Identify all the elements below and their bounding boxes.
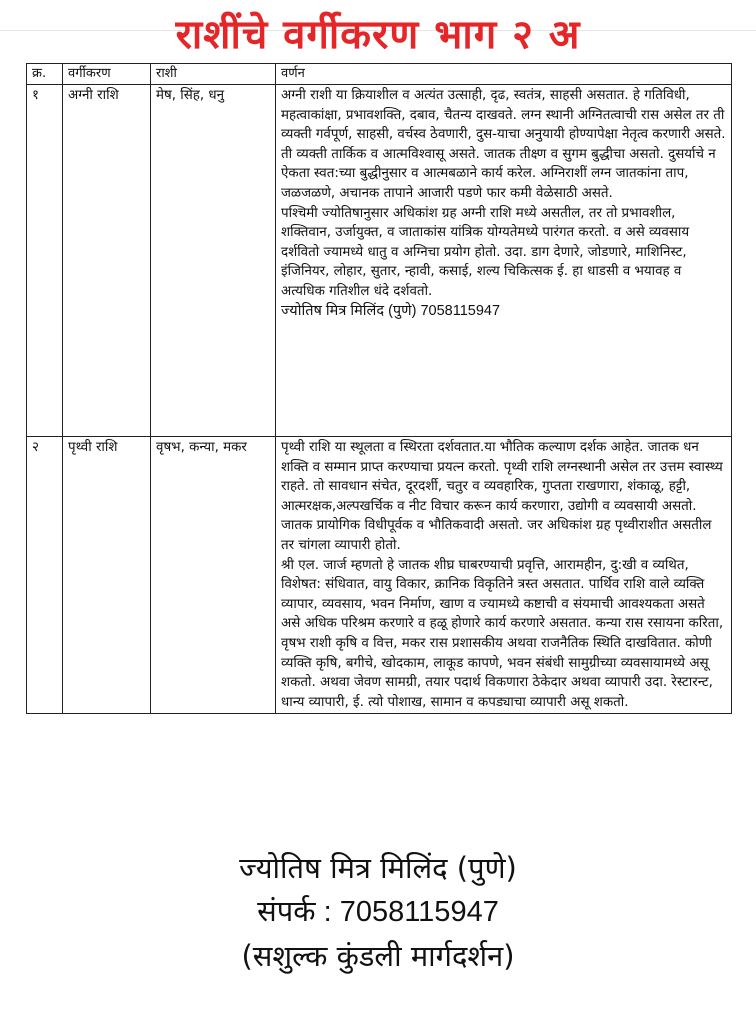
- description-paragraph: पश्चिमी ज्योतिषानुसार अधिकांश ग्रह अग्नी राशि मध्ये असतील, तर तो प्रभावशील, शक्तिवान, उर्जायुक्त, व जाताकांस यांत्रिक योग्यतेमध्ये पारंगत करतो. व असे व्यवसाय दर्शवितो ज्यामध्ये धातु व अग्निचा प्रयोग होतो. उदा. डाग देणारे, जोडणारे, माशिनिस्ट, इंजिनियर, लोहार, सुतार, न्हावी, कसाई, शल्य चिकित्सक ई. हा धाडसी व भयावह व अत्यधिक गतिशील धंदे दर्शवतो.: [281, 205, 690, 299]
- table-header-row: [27, 64, 732, 85]
- header-category: वर्गीकरण: [63, 64, 151, 85]
- description-paragraph: पृथ्वी राशि या स्थूलता व स्थिरता दर्शवतात.या भौतिक कल्याण दर्शक आहेत. जातक धन शक्ति व सम्मान प्राप्त करण्याचा प्रयत्न करतो. पृथ्वी राशि लग्नस्थानी असेल तर उत्तम स्वास्थ्य राहते. तो सावधान संचेत, दूरदर्शी, चतुर व व्यवहारिक, गुप्तता राखणारा, शंकाळू, हट्टी, आत्मरक्षक,अल्पखर्चिक व नीट विचार करून कार्य करणारा, उद्योगी व व्यवसायी असतो. जातक प्रायोगिक विधीपूर्वक व भौतिकवादी असतो. जर अधिकांश ग्रह पृथ्वीराशीत असतील तर चांगला व्यापारी होतो.: [281, 440, 723, 553]
- row-description: [276, 437, 732, 714]
- row-category: अग्नी राशि: [63, 85, 151, 437]
- header-number: क्र.: [27, 64, 63, 85]
- footer-note: (सशुल्क कुंडली मार्गदर्शन): [241, 939, 515, 973]
- footer-name: ज्योतिष मित्र मिलिंद (पुणे): [239, 851, 517, 885]
- footer-phone: संपर्क : 7058115947: [257, 896, 499, 928]
- inline-signature: ज्योतिष मित्र मिलिंद (पुणे) 7058115947: [281, 302, 501, 319]
- footer-contact: [0, 846, 756, 978]
- description-paragraph: श्री एल. जार्ज म्हणतो हे जातक शीघ्र घाबरण्याची प्रवृत्ति, आरामहीन, दु:खी व व्यथित, विशेषत: संधिवात, वायु विकार, क्रानिक विकृतिने त्रस्त असतात. पार्थिव राशि वाले व्यक्ति व्यापार, व्यवसाय, भवन निर्माण, खाण व ज्यामध्ये कष्टाची व संयमाची आवश्यकता असते असे अधिक परिश्रम करणारे व हळू होणारे कार्य करणारे असतात. कन्या रास रसायना करिता, वृषभ राशी कृषि व वित्त, मकर रास प्रशासकीय अथवा राजनैतिक स्थिति दाखवितात. कोणी व्यक्ति कृषि, बगीचे, खोदकाम, लाकूड कापणे, भवन संबंधी सामुग्रीच्या व्यवसायामध्ये असू शकतो. अथवा जेवण सामग्री, तयार पदार्थ विकणारा ठेकेदार अथवा व्यापारी उदा. रेस्टारन्ट, धान्य व्यापारी, ई. त्यो पोशाख, सामान व कपड्याचा व्यापारी असू शकतो.: [281, 557, 724, 710]
- header-description: वर्णन: [276, 64, 732, 85]
- row-signs: मेष, सिंह, धनु: [151, 85, 276, 437]
- row-number: २: [27, 437, 63, 714]
- description-paragraph: अग्नी राशी या क्रियाशील व अत्यंत उत्साही, दृढ, स्वतंत्र, साहसी असतात. हे गतिविधी, महत्वाकांक्षा, प्रभावशक्ति, दबाव, चैतन्य दाखवते. लग्न स्थानी अग्नितत्वाची रास असेल तर ती व्यक्ती गर्वपूर्ण, साहसी, वर्चस्व ठेवणारी, दुस-याचा अनुयायी होण्यापेक्षा नेतृत्व करणारी असते. ती व्यक्ती तार्किक व आत्मविश्वासू असते. जातक तीक्ष्ण व सुगम बुद्धीचा असतो. दुसर्याचे न ऐकता स्वत:च्या बुद्धीनुसार व आत्मबळाने कार्य करेल. अग्निराशीं लग्न जातकांना ताप, जळजळणे, अचानक तापाने आजारी पडणे फार कमी वेळेसाठी असते.: [281, 88, 726, 201]
- row-category: पृथ्वी राशि: [63, 437, 151, 714]
- classification-table: [26, 63, 732, 714]
- row-description: [276, 85, 732, 437]
- row-number: १: [27, 85, 63, 437]
- row-signs: वृषभ, कन्या, मकर: [151, 437, 276, 714]
- table-row: [27, 437, 732, 714]
- page-title: राशींचे वर्गीकरण भाग २ अ: [175, 12, 581, 58]
- table-row: [27, 85, 732, 437]
- header-signs: राशी: [151, 64, 276, 85]
